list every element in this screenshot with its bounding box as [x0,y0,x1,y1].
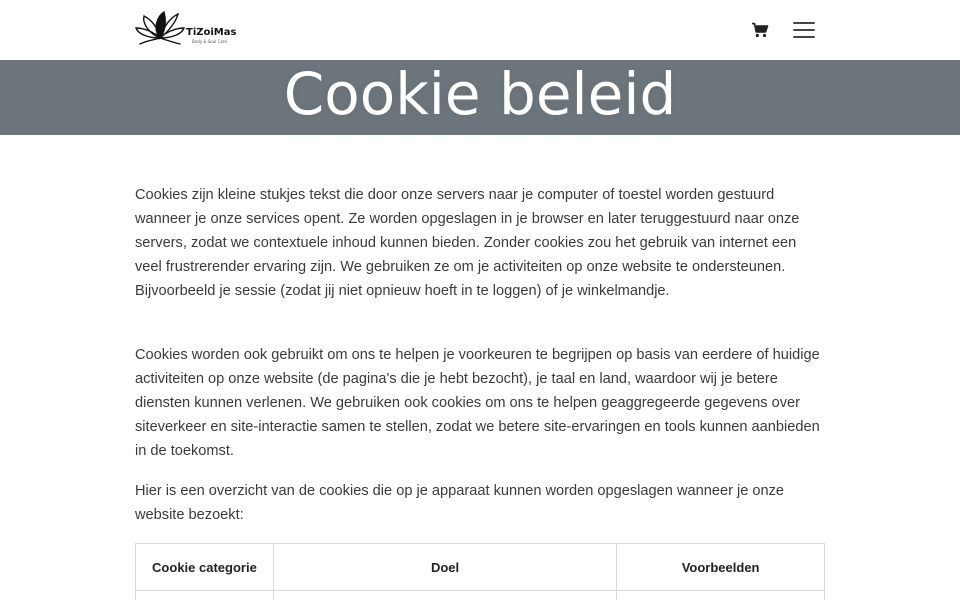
hamburger-menu-button[interactable] [790,18,818,42]
paragraph-intro: Cookies zijn kleine stukjes tekst die door onze servers naar je computer of toestel worden gestuurd wanneer je onze services opent. Ze worden opgeslagen in je browser en later teruggestuurd naar onze servers, zodat we contextuele inhoud kunnen bieden. Zonder cookies zou het gebruik van internet een veel frustrerender ervaring zijn. We gebruiken ze om je activiteiten op onze website te ondersteunen. Bijvoorbeeld je sessie (zodat jij niet opnieuw hoeft in te loggen) of je winkelmandje. [135,187,800,299]
cart-button[interactable] [750,20,770,40]
table-header-category: Cookie categorie [136,544,274,591]
cookie-table [135,543,825,600]
table-row [136,591,825,600]
paragraph-overview: Hier is een overzicht van de cookies die op je apparaat kunnen worden opgeslagen wanneer je onze website bezoekt: [135,483,785,523]
paragraph-preferences: Cookies worden ook gebruikt om ons te helpen je voorkeuren te begrijpen op basis van eerdere of huidige activiteiten op onze website (de pagina's die je hebt bezocht), je taal en land, waardoor wij je betere diensten kunnen verlenen. We gebruiken ook cookies om ons te helpen geaggregeerde gegevens over siteverkeer en site-interactie samen te stellen, zodat we betere site-ervaringen en tools kunnen aanbieden in de toekomst. [135,347,820,459]
logo-text[interactable]: TiZoiMas [186,27,237,38]
logo-subtext: Body & Soul Care [192,39,227,44]
cart-icon [751,22,769,38]
table-cell [273,591,616,600]
table-header-purpose: Doel [273,544,616,591]
page-title: Cookie beleid [283,60,677,128]
table-header-examples: Voorbeelden [617,544,825,591]
hamburger-menu-icon [793,22,815,24]
page-hero-banner [0,60,960,135]
table-cell [136,591,274,600]
site-header [0,0,960,60]
hamburger-menu-icon [793,36,815,38]
table-cell [617,591,825,600]
table-header-row [136,544,825,591]
hamburger-menu-icon [793,29,815,31]
